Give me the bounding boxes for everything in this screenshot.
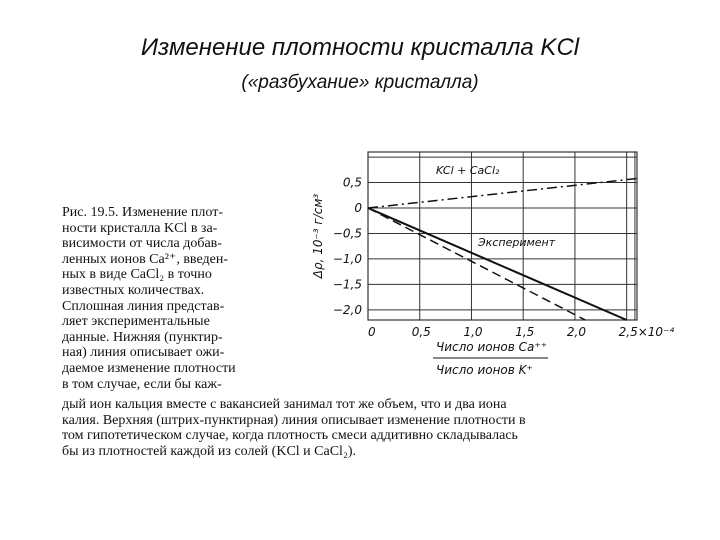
slide-subtitle: («разбухание» кристалла) — [241, 72, 479, 93]
figure-caption-left — [62, 205, 284, 392]
caption-line: ленных ионов Ca²⁺, введен- — [62, 251, 228, 267]
caption-line: дый ион кальция вместе с вакансией занимал тот же объем, что и два иона — [62, 397, 507, 412]
series-label-experiment: Эксперимент — [478, 236, 556, 249]
x-tick-label: 2,5×10⁻⁴ — [618, 325, 675, 339]
chart-series — [368, 179, 637, 321]
y-axis-label: Δρ, 10⁻³ г/см³ — [311, 193, 325, 279]
y-tick-label: 0,5 — [342, 175, 362, 190]
y-tick-label: 0 — [354, 201, 362, 215]
figure-caption-bottom — [62, 397, 678, 459]
x-tick-label: 1,0 — [463, 325, 483, 339]
caption-line: ных в виде CaCl₂ в точно — [62, 267, 212, 283]
caption-line: ная) линия описывает ожи- — [62, 345, 225, 361]
y-tick-label: −2,0 — [332, 302, 362, 317]
caption-line: калия. Верхняя (штрих-пунктирная) линия описывает изменение плотности в — [62, 412, 526, 428]
series-line-solid — [368, 208, 627, 320]
chart-labels — [311, 164, 674, 377]
x-tick-label: 0,5 — [411, 325, 431, 339]
caption-line: Рис. 19.5. Изменение плот- — [62, 205, 223, 220]
x-axis-label-denominator: Число ионов K⁺ — [436, 363, 533, 377]
slide-title: Изменение плотности кристалла KCl — [140, 34, 580, 61]
caption-line: ности кристалла KCl в за- — [62, 220, 218, 236]
y-tick-label: −1,5 — [332, 277, 362, 292]
caption-line: Сплошная линия представ- — [62, 298, 225, 314]
x-tick-label: 0 — [368, 325, 376, 339]
y-tick-label: −1,0 — [332, 251, 362, 266]
x-axis-label-numerator: Число ионов Ca⁺⁺ — [436, 340, 548, 354]
x-tick-label: 2,0 — [566, 325, 587, 339]
series-line-dashed — [368, 208, 585, 320]
caption-line: ляет экспериментальные — [62, 314, 210, 330]
caption-line: даемое изменение плотности — [62, 360, 236, 376]
caption-line: данные. Нижняя (пунктир- — [62, 329, 223, 345]
caption-line: в том случае, если бы каж- — [62, 376, 222, 392]
caption-line: том гипотетическом случае, когда плотность смеси аддитивно складывалась — [62, 428, 518, 444]
series-label-kcl-cacl2: KCl + CaCl₂ — [436, 164, 500, 177]
caption-line: бы из плотностей каждой из солей (KCl и CaCl₂). — [62, 443, 356, 459]
caption-line: висимости от числа добав- — [62, 236, 222, 252]
x-tick-label: 1,5 — [515, 325, 535, 339]
y-tick-label: −0,5 — [332, 226, 362, 241]
caption-line: известных количествах. — [62, 282, 205, 298]
